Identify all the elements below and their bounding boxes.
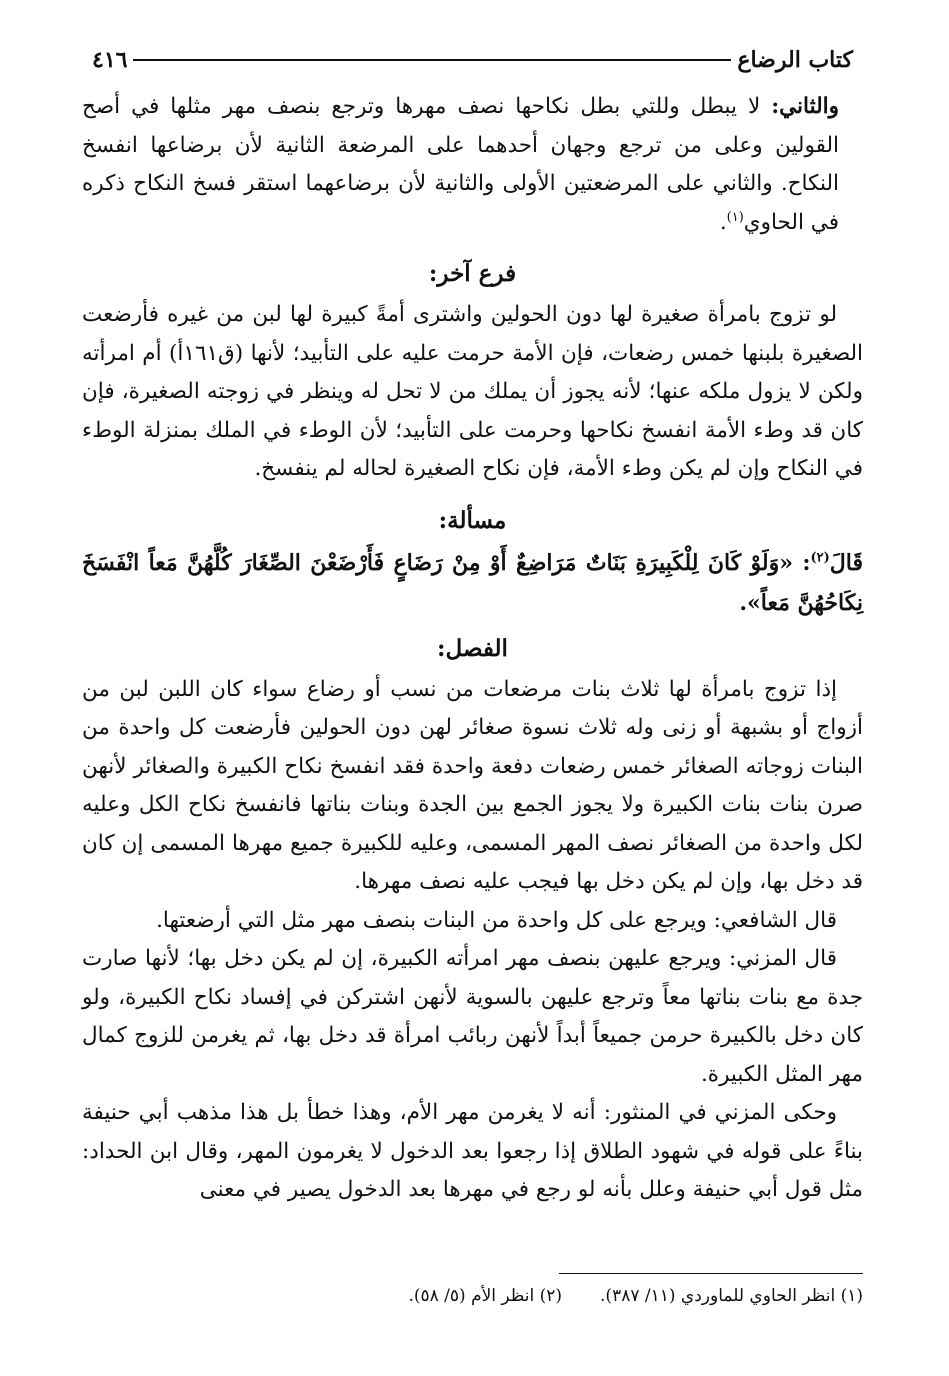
paragraph-5: قال المزني: ويرجع عليهن بنصف مهر امرأته الكبيرة، إن لم يكن دخل بها؛ لأنها صارت جدة مع بنات بناتها معاً وترجع عليهن بالسوية لأنهن اشتركن في إفساد نكاح الكبيرة، ولو كان دخل بالكبيرة حرمن جميعاً أبداً لأنهن ربائب امرأة قد دخل بها، ثم يغرمن للزوج كمال مهر المثل الكبيرة.	[82, 946, 863, 1087]
quoted-text	[82, 543, 863, 623]
footnote-rule	[559, 1273, 863, 1274]
paragraph-6: وحكى المزني في المنثور: أنه لا يغرمن مهر الأم، وهذا خطأ بل هذا مذهب أبي حنيفة بناءً على قوله في شهود الطلاق إذا رجعوا بعد الدخول لا يغرمون المهر، وقال ابن الحداد: مثل قول أبي حنيفة وعلل بأنه لو رجع في مهرها بعد الدخول يصير في معنى	[82, 1100, 863, 1202]
paragraph-1-end: .	[719, 209, 727, 235]
paragraph-4: قال الشافعي: ويرجع على كل واحدة من البنات بنصف مهر مثل التي أرضعتها.	[156, 907, 837, 933]
footnote-1: (١) انظر الحاوي للماوردي (١١/ ٣٨٧).	[600, 1286, 863, 1306]
footnotes	[82, 1286, 863, 1306]
section-heading-masala: مسألة:	[438, 506, 507, 534]
document-page	[82, 40, 863, 1336]
footnote-ref-1: (١)	[726, 209, 744, 225]
page-header	[82, 40, 863, 80]
paragraph-3: إذا تزوج بامرأة لها ثلاث بنات مرضعات من نسب أو رضاع سواء كان اللبن لبن من أزواج أو بشبهة أو زنى وله ثلاث نسوة صغائر لهن دون الحولين فأرضعت كل واحدة من البنات زوجاته الصغائر خمس رضعات دفعة واحدة فقد انفسخ نكاح الكبيرة والصغائر لأنهن صرن بنات بنات الكبيرة ولا يجوز الجمع بين الجدة وبنات بناتها فانفسخ نكاح الكل وعليه لكل واحدة من الصغائر نصف المهر المسمى، وعليه للكبيرة جميع مهرها المسمى إن كان قد دخل بها، وإن لم يكن دخل بها فيجب عليه نصف مهرها.	[82, 676, 863, 894]
header-rule	[133, 59, 731, 61]
paragraph-1	[82, 88, 863, 242]
quoted-text-body: : «وَلَوْ كَانَ لِلْكَبِيرَةِ بَنَاتٌ مَرَاضِعٌ أَوْ مِنْ رَضَاعٍ فَأَرْضَعْنَ الصِّغَارَ كُلَّهُنَّ مَعاً انْفَسَخَ نِكَاحُهُنَّ مَعاً».	[82, 549, 863, 616]
section-heading-fasl: الفصل:	[437, 634, 508, 662]
section-heading-far-akhar: فرع آخر:	[428, 260, 517, 287]
footnote-ref-2: (٢)	[810, 550, 830, 566]
footnote-2: (٢) انظر الأم (٥/ ٥٨).	[408, 1286, 563, 1306]
book-title: كتاب الرضاع	[737, 47, 853, 73]
paragraph-1-text: لا يبطل وللتي بطل نكاحها نصف مهرها وترجع بنصف مهر مثلها في أصح القولين وعلى من ترجع وجهان أحدهما على المرضعة الثانية لأن برضاعها انفسخ النكاح. والثاني على المرضعتين الأولى والثانية لأن برضاعهما استقر فسخ النكاح ذكره في الحاوي	[82, 94, 839, 235]
paragraph-1-lead: والثاني:	[771, 94, 839, 119]
quoted-text-lead: قَالَ	[829, 549, 863, 576]
page-number: ٤١٦	[92, 47, 128, 73]
paragraph-2: لو تزوج بامرأة صغيرة لها دون الحولين واشترى أمةً كبيرة لها لبن من غيره فأرضعت الصغيرة بلبنها خمس رضعات، فإن الأمة حرمت عليه على التأبيد؛ لأنها (ق١٦١أ) أم امرأته ولكن لا يزول ملكه عنها؛ لأنه يجوز أن يملك من لا تحل له وينظر في زوجته الصغيرة، فإن كان قد وطء الأمة انفسخ نكاحها وحرمت على التأبيد؛ لأن الوطء في الملك بمنزلة الوطء في النكاح وإن لم يكن وطء الأمة، فإن نكاح الصغيرة لحاله لم ينفسخ.	[82, 302, 863, 481]
